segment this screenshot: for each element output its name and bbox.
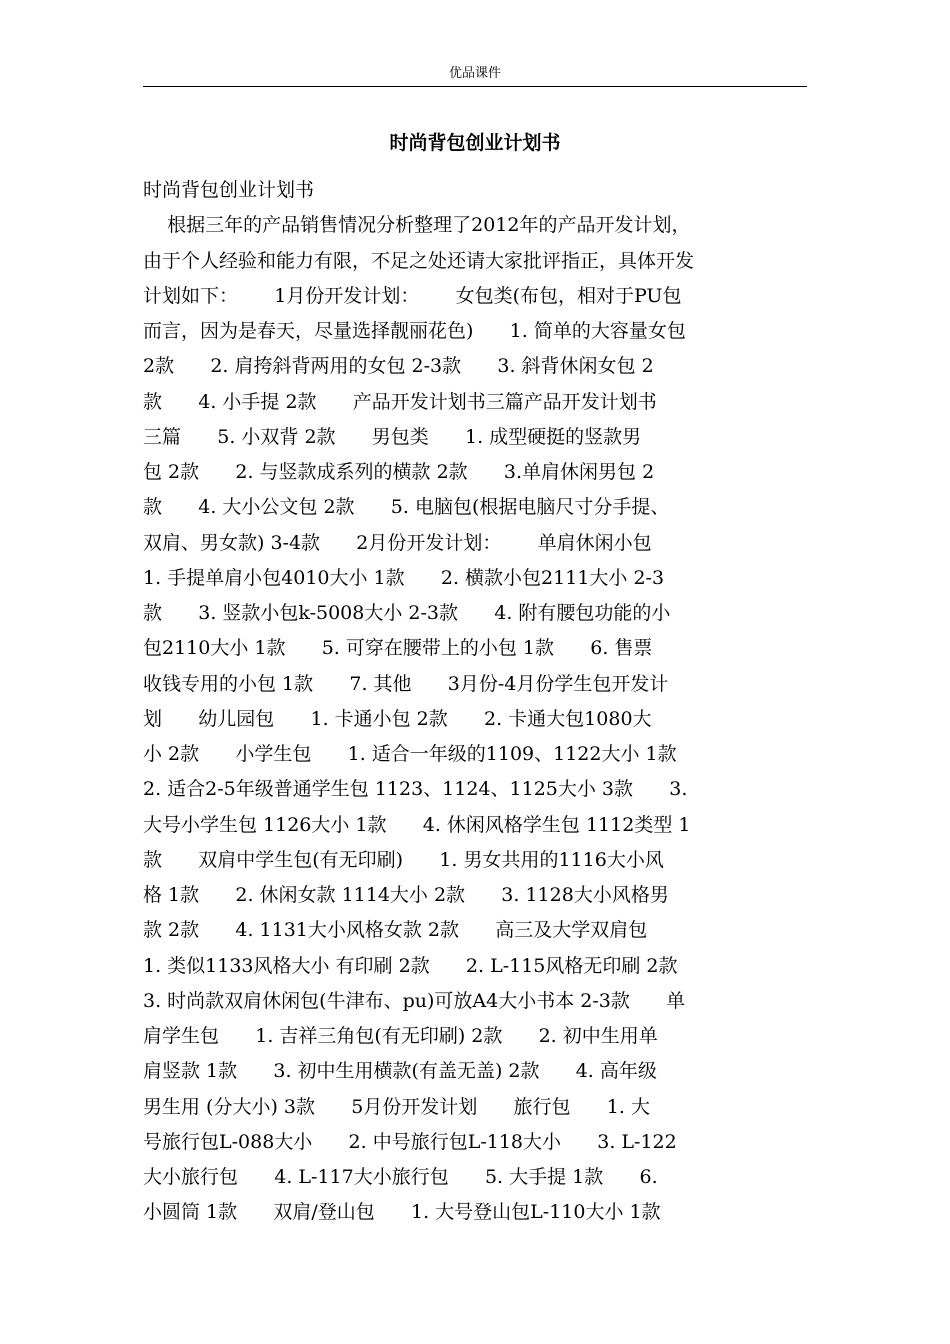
body-line: 小圆筒 1款 双肩/登山包 1. 大号登山包L-110大小 1款 (143, 1201, 661, 1224)
document-body (143, 173, 808, 1231)
body-line: 款 4. 大小公文包 2款 5. 电脑包(根据电脑尺寸分手提、 (143, 496, 670, 519)
body-line: 格 1款 2. 休闲女款 1114大小 2款 3. 1128大小风格男 (143, 884, 669, 906)
body-line: 时尚背包创业计划书 (143, 179, 315, 201)
body-line: 款 3. 竖款小包k-5008大小 2-3款 4. 附有腰包功能的小 (143, 602, 671, 624)
page-header: 优品课件 (448, 66, 501, 81)
body-line: 而言，因为是春天，尽量选择靓丽花色) 1. 简单的大容量女包 (143, 320, 686, 342)
body-line: 1. 类似1133风格大小 有印刷 2款 2. L-115风格无印刷 2款 (143, 954, 678, 977)
body-line: 男生用 (分大小) 3款 5月份开发计划 旅行包 1. 大 (143, 1095, 650, 1118)
body-line: 肩学生包 1. 吉祥三角包(有无印刷) 2款 2. 初中生用单 (143, 1025, 658, 1047)
body-line: 收钱专用的小包 1款 7. 其他 3月份-4月份学生包开发计 (143, 672, 669, 695)
body-line: 计划如下： 1月份开发计划： 女包类(布包，相对于PU包 (143, 284, 682, 307)
body-line: 根据三年的产品销售情况分析整理了2012年的产品开发计划， (143, 214, 691, 237)
body-line: 双肩、男女款) 3-4款 2月份开发计划： 单肩休闲小包 (143, 531, 652, 554)
body-line: 大号小学生包 1126大小 1款 4. 休闲风格学生包 1112类型 1 (143, 813, 691, 836)
document-title: 时尚背包创业计划书 (389, 132, 561, 154)
body-line: 肩竖款 1款 3. 初中生用横款(有盖无盖) 2款 4. 高年级 (143, 1060, 657, 1083)
body-line: 号旅行包L-088大小 2. 中号旅行包L-118大小 3. L-122 (143, 1130, 677, 1153)
body-line: 款 2款 4. 1131大小风格女款 2款 高三及大学双肩包 (143, 919, 648, 942)
body-line: 款 4. 小手提 2款 产品开发计划书三篇产品开发计划书 (143, 390, 657, 413)
body-line: 包2110大小 1款 5. 可穿在腰带上的小包 1款 6. 售票 (143, 637, 653, 660)
body-line: 大小旅行包 4. L-117大小旅行包 5. 大手提 1款 6. (143, 1166, 658, 1188)
body-line: 小 2款 小学生包 1. 适合一年级的1109、1122大小 1款 (143, 743, 677, 765)
body-line: 由于个人经验和能力有限，不足之处还请大家批评指正，具体开发 (143, 249, 695, 272)
body-line: 2. 适合2-5年级普通学生包 1123、1124、1125大小 3款 3. (143, 778, 688, 801)
body-line: 1. 手提单肩小包4010大小 1款 2. 横款小包2111大小 2-3 (143, 566, 665, 589)
body-line: 款 双肩中学生包(有无印刷) 1. 男女共用的1116大小风 (143, 848, 664, 871)
body-line: 划 幼儿园包 1. 卡通小包 2款 2. 卡通大包1080大 (143, 707, 652, 730)
body-line: 3. 时尚款双肩休闲包(牛津布、pu)可放A4大小书本 2-3款 单 (143, 989, 686, 1012)
body-line: 包 2款 2. 与竖款成系列的横款 2款 3.单肩休闲男包 2 (143, 461, 655, 483)
header-divider (143, 86, 807, 87)
body-line: 2款 2. 肩挎斜背两用的女包 2-3款 3. 斜背休闲女包 2 (143, 355, 654, 378)
body-line: 三篇 5. 小双背 2款 男包类 1. 成型硬挺的竖款男 (143, 425, 642, 448)
